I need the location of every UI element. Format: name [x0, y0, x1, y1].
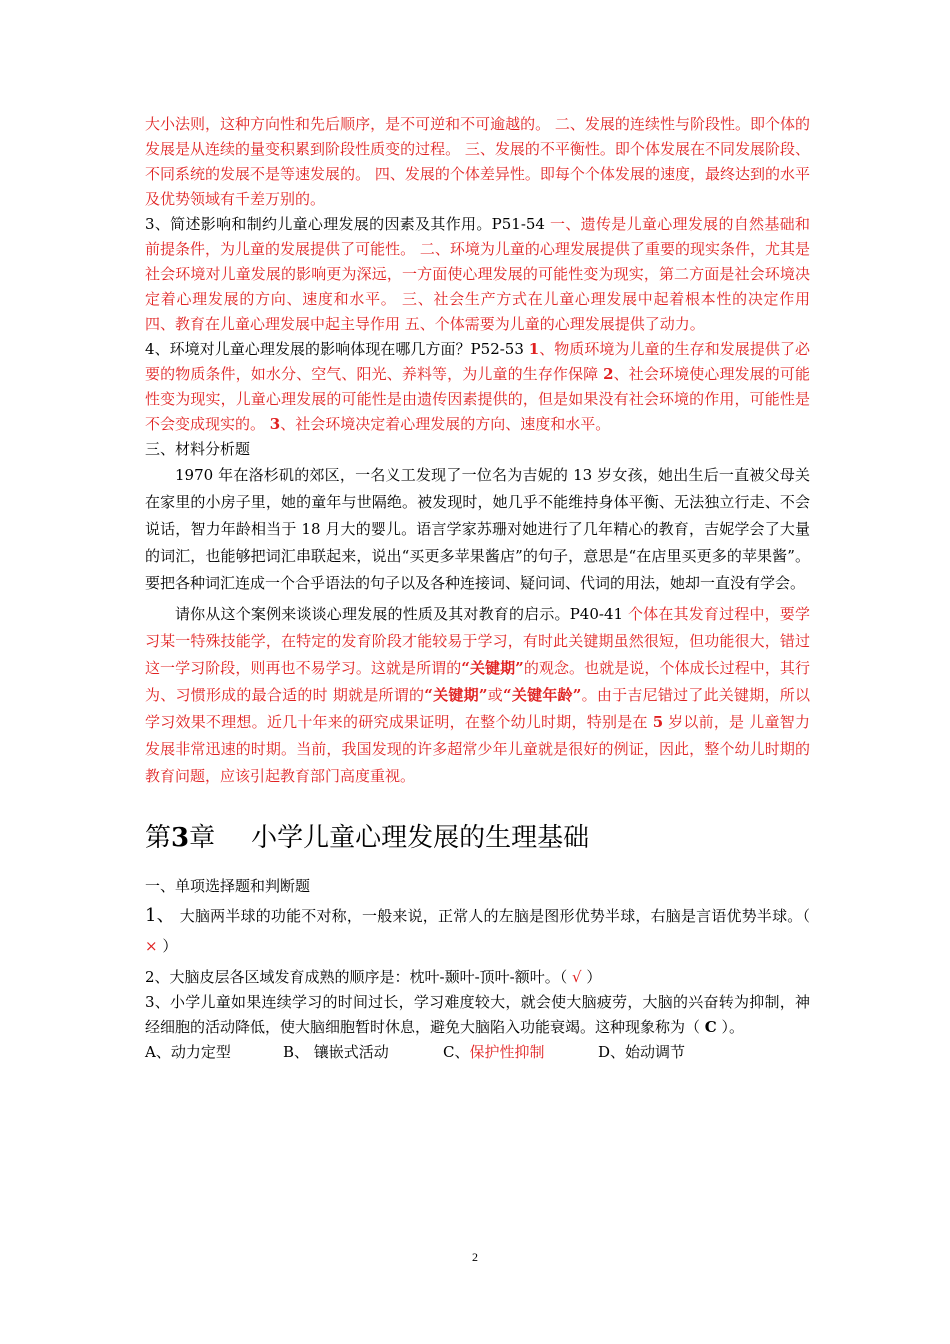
section-heading: 三、材料分析题 [145, 440, 251, 458]
case-question-text: 请你从这个案例来谈谈心理发展的性质及其对教育的启示。P40-41 [175, 605, 628, 623]
option-b: B、 镶嵌式活动 [283, 1043, 389, 1061]
case-answer-emphasis: “关键年龄” [502, 686, 582, 704]
bracket-close: ） [157, 937, 178, 955]
option-d: D、始动调节 [598, 1043, 686, 1061]
choice-question-2 [145, 965, 810, 990]
question-4-answer-part: 、社会环境决定着心理发展的方向、速度和水平。 [280, 415, 611, 433]
wrong-mark: × [145, 937, 158, 955]
case-answer-emphasis: “关键期” [424, 686, 488, 704]
option-c [443, 1040, 598, 1065]
bracket-close: ） [581, 968, 602, 986]
case-answer-part: 岁以前，是 儿童智力发展非常迅速的时期。当前，我国发现的许多超常少年儿童就是很好的例证，因此，整个幼儿时期的教育问题，应该引起教育部门高度重视。 [145, 713, 810, 785]
question-3-text: 3、简述影响和制约儿童心理发展的因素及其作用。P51-54 [145, 215, 551, 233]
page-number: 2 [472, 1250, 478, 1264]
case-answer-emphasis: “关键期” [461, 659, 524, 677]
answer-number: 3 [269, 415, 281, 433]
question-4-answer-part: 、物质环境为儿童的生存和发展提供了必要的物质条件，如水分、空气、阳光、养料等，为儿童的生存作保障 [145, 340, 810, 383]
question-number: 1、 [145, 905, 175, 926]
chapter-suffix: 章 [189, 823, 216, 853]
case-answer-emphasis: 5 [652, 713, 664, 731]
question-4 [145, 337, 810, 437]
chapter-title [145, 820, 810, 856]
choice-question-3 [145, 990, 810, 1040]
choice-question-1 [145, 901, 810, 961]
question-4-text: 4、环境对儿童心理发展的影响体现在哪几方面？P52-53 [145, 340, 529, 358]
case-answer-part: 的观念。也就是说，个体成长过程中，其行为、习惯形成的最合适的时 期就是所谓的 [145, 659, 810, 704]
question-3-answer: 一、遗传是儿童心理发展的自然基础和前提条件，为儿童的发展提供了可能性。 二、环境为儿童的心理发展提供了重要的现实条件，尤其是社会环境对儿童发展的影响更为深远，一方面使心理发展的可能性变为现实，第二方面是社会环境决定着心理发展的方向、速度和水平。 三、社会生产方式在儿童心理发展中起着根本性的决定作用 四、教育在儿童心理发展中起主导作用 五、个体需要为儿童的心理发展提供了动力。 [145, 215, 810, 333]
question-4-answer-part: 、社会环境使心理发展的可能性变为现实，儿童心理发展的可能性是由遗传因素提供的，但是如果没有社会环境的作用，可能性是不会变成现实的。 [145, 365, 810, 433]
case-answer-part: 个体在其发育过程中，要学习某一特殊技能学，在特定的发育阶段才能较易于学习，有时此关键期虽然很短，但功能很大，错过这一学习阶段，则再也不易学习。这就是所谓的 [145, 605, 810, 677]
bracket-close: ）。 [716, 1018, 745, 1036]
document-page [145, 112, 810, 1065]
answer-number: 1 [528, 340, 540, 358]
option-c-letter: C、 [443, 1043, 470, 1061]
question-text: 3、小学儿童如果连续学习的时间过长，学习难度较大，就会使大脑疲劳，大脑的兴奋转为抑制，神经细胞的活动降低，使大脑细胞暂时休息，避免大脑陷入功能衰竭。这种现象称为（ [145, 993, 810, 1036]
case-material: 1970 年在洛杉矶的郊区，一名义工发现了一位名为吉妮的 13 岁女孩，她出生后一直被父母关在家里的小房子里，她的童年与世隔绝。被发现时，她几乎不能维持身体平衡、无法独立行走、不会说话，智力年龄相当于 18 月大的婴儿。语言学家苏珊对她进行了几年精心的教育，吉妮学会了大量的词汇，也能够把词汇串联起来，说出“买更多苹果酱店”的句子，意思是“在店里买更多的苹果酱”。要把各种词汇连成一个合乎语法的句子以及各种连接词、疑问词、代词的用法，她却一直没有学会。 [145, 466, 810, 592]
case-answer-part: 或 [487, 686, 503, 704]
chapter-prefix: 第 [145, 823, 172, 853]
question-3 [145, 212, 810, 337]
answer-number: 2 [603, 365, 614, 383]
option-a: A、动力定型 [145, 1043, 231, 1061]
question-text: 2、大脑皮层各区域发育成熟的顺序是：枕叶-颞叶-顶叶-额叶。（ [145, 968, 573, 986]
check-mark: √ [572, 968, 582, 986]
answer-letter: C [704, 1018, 717, 1036]
options-row [145, 1040, 810, 1065]
question-text: 大脑两半球的功能不对称，一般来说，正常人的左脑是图形优势半球，右脑是言语优势半球。（ [174, 907, 810, 925]
continued-answer: 大小法则，这种方向性和先后顺序，是不可逆和不可逾越的。 二、发展的连续性与阶段性。即个体的发展是从连续的量变积累到阶段性质变的过程。 三、发展的不平衡性。即个体发展在不同发展阶段、不同系统的发展不是等速发展的。 四、发展的个体差异性。即每个个体发展的速度，最终达到的水平及优势领域有千差万别的。 [145, 115, 810, 208]
section-heading: 一、单项选择题和判断题 [145, 877, 311, 895]
option-c-text: 保护性抑制 [469, 1043, 545, 1061]
case-answer-part: 。由于吉尼错过了此关键期，所以学习效果不理想。近几十年来的研究成果证明，在整个幼儿时期，特别是在 [145, 686, 810, 731]
chapter-name: 小学儿童心理发展的生理基础 [251, 823, 590, 853]
case-question [145, 601, 810, 790]
chapter-number: 3 [171, 823, 190, 853]
